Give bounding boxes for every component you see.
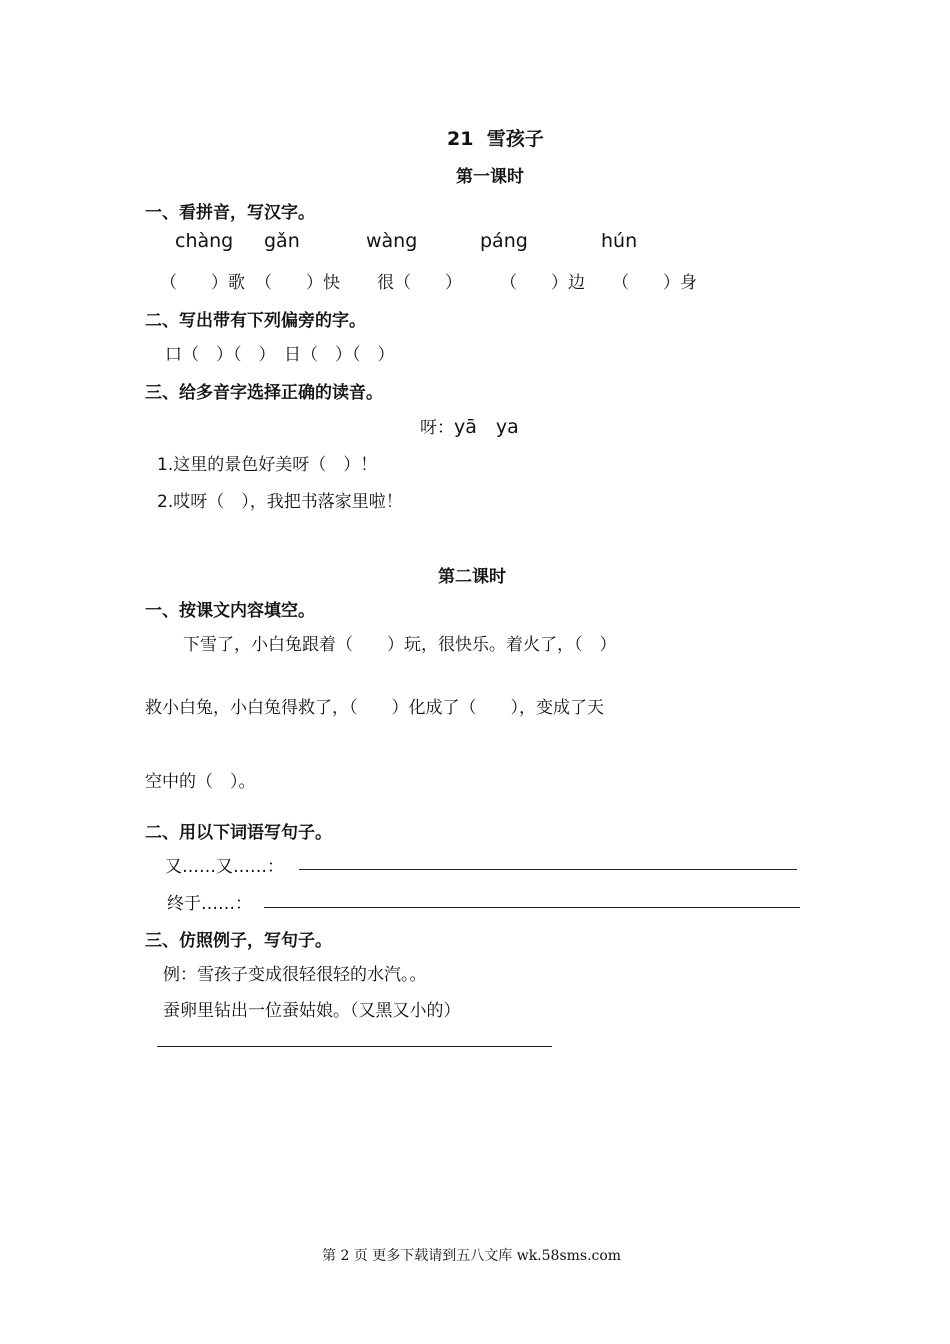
lesson2-heading: 第二课时 [438, 567, 506, 587]
blank-4: （ ）边 [500, 273, 585, 293]
fill-line-2: 救小白兔，小白兔得救了，（ ）化成了（ ），变成了天 [145, 698, 604, 718]
fill-line-3: 空中的（ ）。 [145, 772, 256, 792]
title-number: 21 [447, 128, 474, 150]
phrase-2-answer-line[interactable] [264, 907, 800, 908]
example-sentence: 例：雪孩子变成很轻很轻的水汽。。 [163, 965, 427, 985]
fill-line-1: 下雪了，小白兔跟着（ ）玩，很快乐。着火了，（ ） [183, 635, 617, 655]
l1-q2-heading: 二、写出带有下列偏旁的字。 [145, 311, 366, 331]
phrase-2-label: 终于……： [167, 894, 252, 914]
l1-q1-heading: 一、看拼音，写汉字。 [145, 203, 315, 223]
imitation-prompt: 蚕卵里钻出一位蚕姑娘。（又黑又小的） [163, 1001, 461, 1021]
polyphone-char: 呀： [420, 418, 454, 438]
l2-q1-heading: 一、按课文内容填空。 [145, 601, 315, 621]
q3-item-1: 1.这里的景色好美呀（ ）！ [157, 455, 378, 475]
polyphone-line [420, 412, 519, 439]
l2-q2-heading: 二、用以下词语写句子。 [145, 823, 332, 843]
pinyin-4: páng [480, 230, 528, 252]
pinyin-2: gǎn [264, 230, 300, 252]
polyphone-readings: yā ya [454, 416, 519, 438]
l2-q3-heading: 三、仿照例子，写句子。 [145, 931, 332, 951]
lesson1-heading: 第一课时 [456, 167, 524, 187]
phrase-1-answer-line[interactable] [299, 869, 797, 870]
blank-1: （ ）歌 [160, 273, 245, 293]
radical-line: 口（ ）（ ） 日（ ）（ ） [165, 345, 395, 365]
l1-q3-heading: 三、给多音字选择正确的读音。 [145, 383, 383, 403]
blank-2: （ ）快 [255, 273, 340, 293]
page-title [447, 124, 544, 151]
q3-item-2: 2.哎呀（ ），我把书落家里啦！ [157, 492, 403, 512]
pinyin-5: hún [601, 230, 638, 252]
pinyin-1: chàng [175, 230, 234, 252]
title-name: 雪孩子 [486, 128, 544, 150]
blank-5: （ ）身 [612, 273, 697, 293]
blank-3: 很（ ） [377, 273, 462, 293]
page-footer: 第 2 页 更多下载请到五八文库 wk.58sms.com [322, 1248, 622, 1264]
imitation-answer-line[interactable] [157, 1046, 552, 1047]
phrase-1-label: 又……又……： [165, 857, 284, 877]
pinyin-3: wàng [366, 230, 418, 252]
